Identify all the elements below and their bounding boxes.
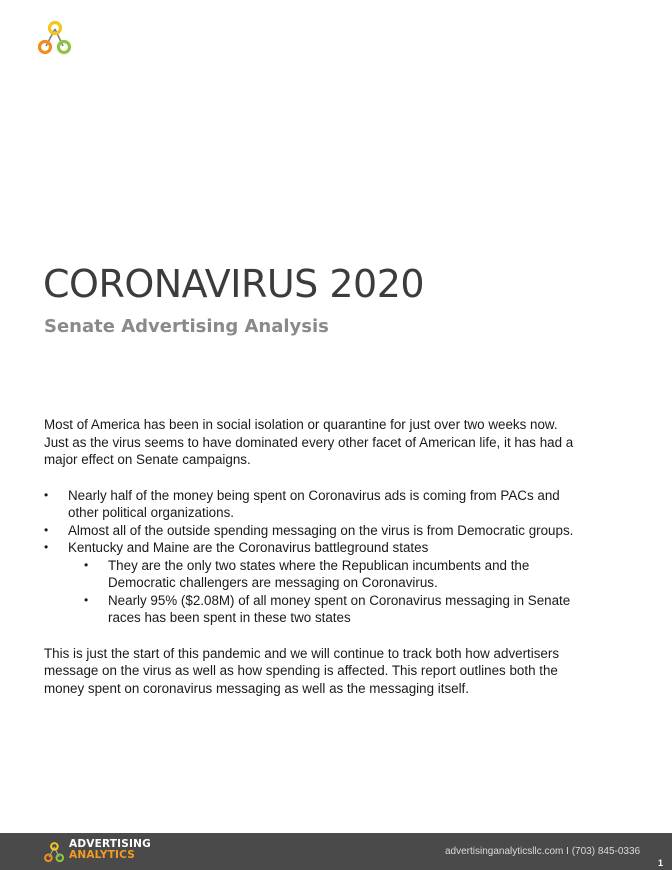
page-number: 1: [658, 858, 664, 868]
document-body: [44, 416, 579, 697]
footer-logo-icon: [43, 841, 67, 865]
brand-line-2: ANALYTICS: [69, 849, 136, 861]
advertising-analytics-logo-icon: [36, 19, 76, 59]
brand-line-1: ADVERTISING: [69, 838, 151, 850]
footer-contact: advertisinganalyticsllc.com I (703) 845-0336: [445, 846, 641, 857]
page-footer: [0, 833, 672, 870]
document-subtitle: Senate Advertising Analysis: [44, 316, 329, 337]
closing-paragraph: This is just the start of this pandemic and we will continue to track both how advertisers message on the virus as well as how spending is affected. This report outlines both the money spent on coronavirus messaging as well as the messaging itself.: [44, 645, 560, 696]
intro-paragraph: Most of America has been in social isolation or quarantine for just over two weeks now. Just as the virus seems to have dominated every other facet of American life, it has had a major effect on Senate campaigns.: [44, 417, 574, 467]
sub-list-item: • Nearly 95% ($2.08M) of all money spent on Coronavirus messaging in Senate races has been spent in these two states: [68, 592, 579, 627]
list-item-text: Kentucky and Maine are the Coronavirus battleground states: [68, 540, 429, 555]
sub-list-item: • They are the only two states where the Republican incumbents and the Democratic challengers are messaging on Coronavirus.: [68, 557, 579, 592]
list-item: • Nearly half of the money being spent on Coronavirus ads is coming from PACs and other political organizations.: [44, 487, 579, 522]
key-findings-list: [44, 487, 579, 627]
footer-brand-name: [69, 839, 151, 861]
list-item: [44, 539, 579, 627]
battleground-sub-list: [68, 557, 579, 627]
document-title: CORONAVIRUS 2020: [43, 262, 425, 306]
list-item: • Almost all of the outside spending messaging on the virus is from Democratic groups.: [44, 522, 579, 540]
